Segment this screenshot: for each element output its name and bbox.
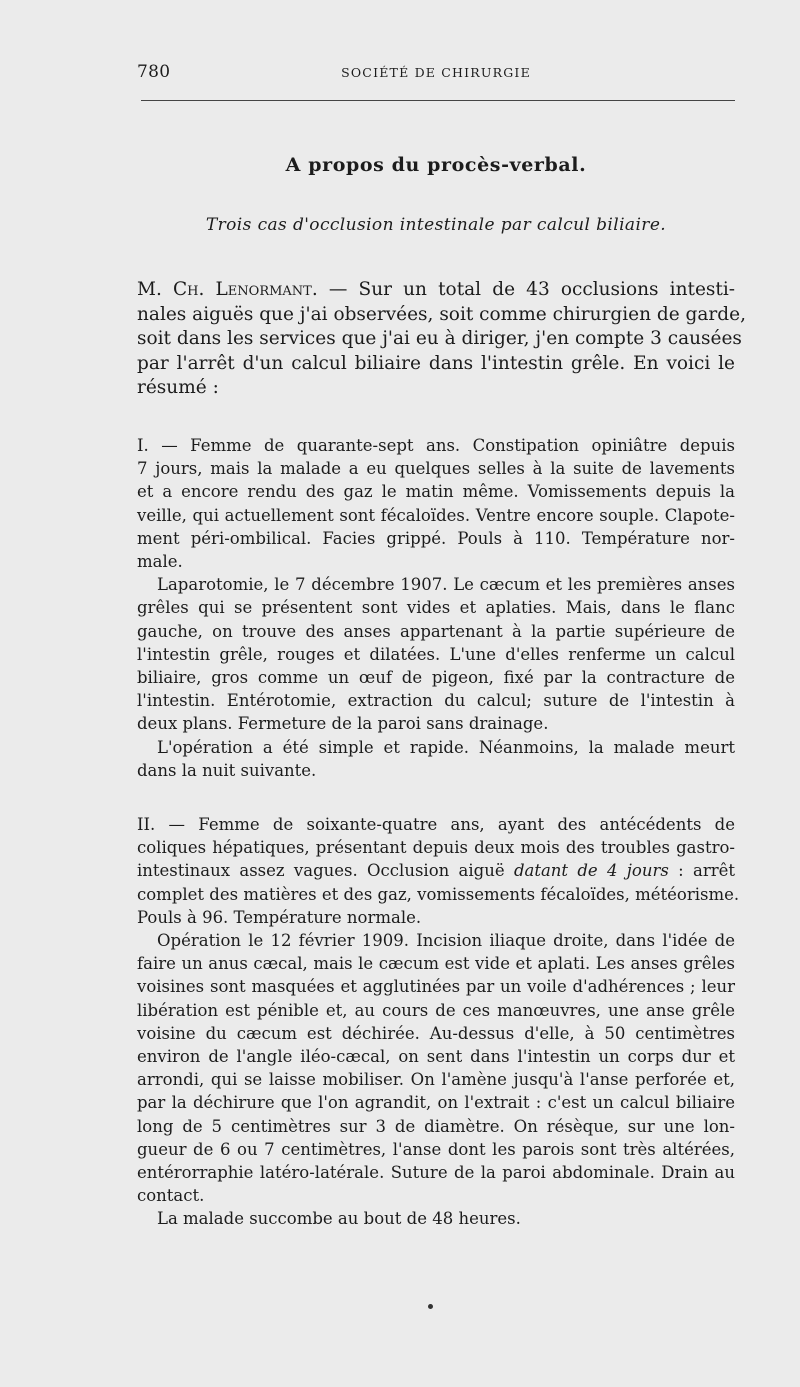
header-rule [141,100,735,101]
case-line: gauche, on trouve des anses appartenant à la partie supérieure de [137,621,735,641]
case-line: long de 5 centimètres sur 3 de diamètre. On résèque, sur une lon- [137,1116,735,1136]
case-line: arrondi, qui se laisse mobiliser. On l'amène jusqu'à l'anse perforée et, [137,1070,735,1090]
case-line: deux plans. Fermeture de la paroi sans drainage. [137,714,549,734]
case-line: II. — Femme de soixante-quatre ans, ayant des antécédents de [137,815,735,834]
case-line: L'opération a été simple et rapide. Néanmoins, la malade meurt [157,737,735,757]
running-title: SOCIÉTÉ DE CHIRURGIE [341,65,531,80]
intro-line: soit dans les services que j'ai eu à diriger, j'en compte 3 causées [137,328,742,349]
case-line: coliques hépatiques, présentant depuis deux mois des troubles gastro- [137,838,735,858]
case-line: l'intestin. Entérotomie, extraction du calcul; suture de l'intestin à [137,691,735,711]
intro-paragraph [137,278,746,401]
author-name: M. Ch. Lenormant. [137,279,318,300]
case-line: grêles qui se présentent sont vides et aplaties. Mais, dans le flanc [137,598,735,618]
case-line: voisines sont masquées et agglutinées par un voile d'adhérences ; leur [137,977,735,997]
case-line: environ de l'angle iléo-cæcal, on sent dans l'intestin un corps dur et [137,1047,735,1067]
case-line: gueur de 6 ou 7 centimètres, l'anse dont les parois sont très altérées, [137,1139,735,1159]
case-line: 7 jours, mais la malade a eu quelques selles à la suite de lavements [137,459,735,479]
emphasis-text: datant de 4 jours [513,861,669,881]
case-line: Laparotomie, le 7 décembre 1907. Le cæcum et les premières anses [157,575,735,595]
case-line: faire un anus cæcal, mais le cæcum est vide et aplati. Les anses grêles [137,954,735,974]
case-line: contact. [137,1186,205,1206]
case-line: par la déchirure que l'on agrandit, on l'extrait : c'est un calcul biliaire [137,1093,735,1113]
case-line: I. — Femme de quarante-sept ans. Constipation opiniâtre depuis [137,436,735,455]
case-line: complet des matières et des gaz, vomissements fécaloïdes, météorisme. [137,884,740,904]
case-line: libération est pénible et, au cours de ces manœuvres, une anse grêle [137,1000,735,1020]
page-header [137,62,735,88]
case-2-section [137,813,740,1231]
section-heading: A propos du procès-verbal. [285,154,587,176]
case-line: biliaire, gros comme un œuf de pigeon, fixé par la contracture de [137,668,735,688]
case-line: male. [137,552,183,572]
case-line: veille, qui actuellement sont fécaloïdes. Ventre encore souple. Clapote- [137,505,735,525]
case-line: l'intestin grêle, rouges et dilatées. L'une d'elles renferme un calcul [137,644,735,664]
case-line: et a encore rendu des gaz le matin même. Vomissements depuis la [137,482,735,502]
article-subtitle: Trois cas d'occlusion intestinale par calcul biliaire. [205,215,667,235]
case-line: entérorraphie latéro-latérale. Suture de la paroi abdominale. Drain au [137,1163,735,1183]
page-mark [428,1304,433,1309]
case-line: ment péri-ombilical. Facies grippé. Pouls à 110. Température nor- [137,528,735,548]
case-line: Opération le 12 février 1909. Incision iliaque droite, dans l'idée de [157,931,735,951]
case-line: La malade succombe au bout de 48 heures. [157,1209,521,1229]
case-line: voisine du cæcum est déchirée. Au-dessus d'elle, à 50 centimètres [137,1023,735,1043]
case-1-section [137,434,735,782]
intro-line: M. Ch. Lenormant. — Sur un total de 43 occlusions intesti- [137,279,735,300]
intro-line: résumé : [137,377,219,398]
page-number: 780 [137,62,171,82]
intro-line: nales aiguës que j'ai observées, soit comme chirurgien de garde, [137,303,746,325]
case-line: dans la nuit suivante. [137,760,317,780]
case-line: Pouls à 96. Température normale. [137,907,422,927]
case-line: intestinaux assez vagues. Occlusion aiguë datant de 4 jours : arrêt [137,861,735,881]
intro-line: par l'arrêt d'un calcul biliaire dans l'intestin grêle. En voici le [137,352,735,374]
